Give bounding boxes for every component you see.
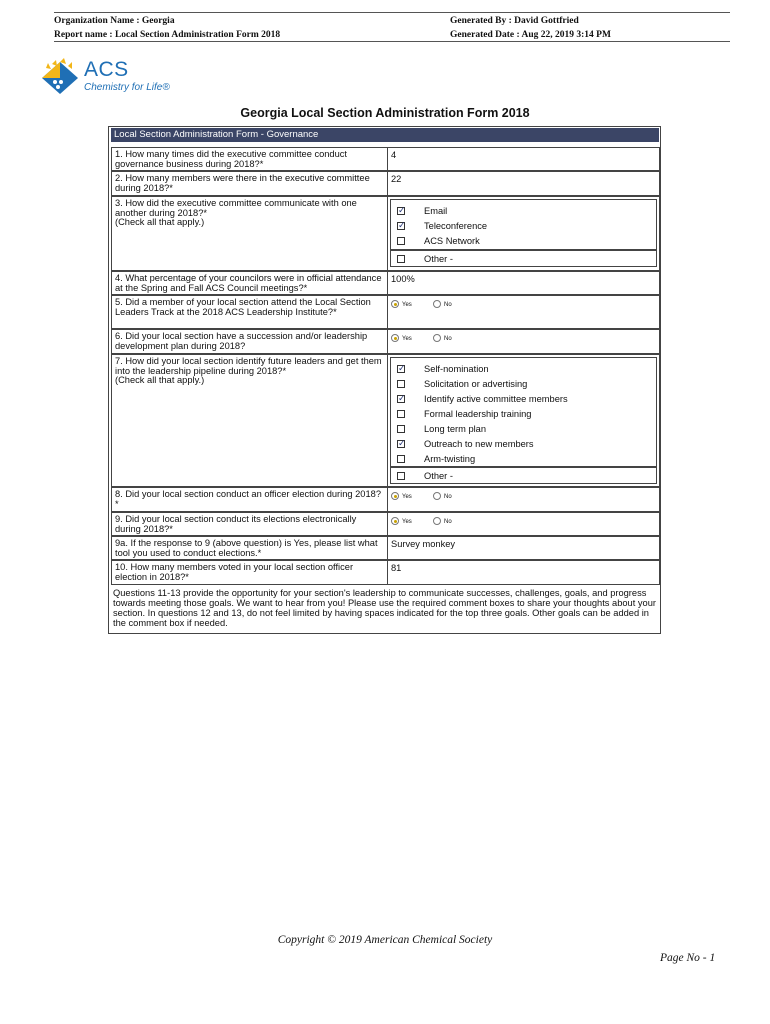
radio-selected-icon[interactable] xyxy=(391,492,399,500)
acs-logo xyxy=(38,58,168,100)
question-3-other xyxy=(390,250,657,267)
question-3-options xyxy=(390,199,657,250)
logo-acs-text: ACS xyxy=(84,58,129,81)
radio-label: No xyxy=(444,494,452,500)
radio-selected-icon[interactable] xyxy=(391,334,399,342)
question-4-answer[interactable]: 100% xyxy=(391,274,415,284)
question-10-answer[interactable]: 81 xyxy=(391,563,402,573)
question-row-7 xyxy=(111,354,660,487)
generated-by: Generated By : David Gottfried xyxy=(450,16,579,26)
option-label: Email xyxy=(424,206,448,216)
question-9-answer xyxy=(388,513,659,535)
radio-selected-icon[interactable] xyxy=(391,300,399,308)
question-7-answer xyxy=(388,355,659,486)
question-2-text: 2. How many members were there in the executive committee during 2018?* xyxy=(112,172,388,195)
question-8-answer xyxy=(388,488,659,511)
question-6-text: 6. Did your local section have a succession and/or leadership development plan during 2018? xyxy=(112,330,388,353)
question-3-text: 3. How did the executive committee communicate with one another during 2018?* (Check all that apply.) xyxy=(112,197,388,270)
option-label: Self-nomination xyxy=(424,364,489,374)
question-1-text: 1. How many times did the executive committee conduct governance business during 2018?* xyxy=(112,148,388,170)
question-7-options xyxy=(390,357,657,467)
acs-network-checkbox[interactable] xyxy=(397,237,405,245)
checkmark-icon: ✓ xyxy=(398,438,406,448)
section-header: Local Section Administration Form - Governance xyxy=(111,128,659,142)
question-9-text: 9. Did your local section conduct its elections electronically during 2018?* xyxy=(112,513,388,535)
radio-label: Yes xyxy=(402,494,412,500)
option-label: Other - xyxy=(424,471,453,481)
checkmark-icon: ✓ xyxy=(398,363,406,373)
question-4-text: 4. What percentage of your councilors were in official attendance at the Spring and Fall ACS Council meetings?* xyxy=(112,272,388,294)
identify-active-checkbox[interactable] xyxy=(397,395,405,403)
question-6-answer xyxy=(388,330,659,353)
page-title: Georgia Local Section Administration Form 2018 xyxy=(240,106,530,120)
self-nomination-checkbox[interactable] xyxy=(397,365,405,373)
formal-training-checkbox[interactable] xyxy=(397,410,405,418)
arm-twisting-checkbox[interactable] xyxy=(397,455,405,463)
outreach-checkbox[interactable] xyxy=(397,440,405,448)
option-label: Formal leadership training xyxy=(424,409,532,419)
email-checkbox[interactable] xyxy=(397,207,405,215)
question-row-10 xyxy=(111,560,660,585)
copyright: Copyright © 2019 American Chemical Society xyxy=(277,934,493,946)
question-row-8 xyxy=(111,487,660,512)
radio-label: Yes xyxy=(402,302,412,308)
checkmark-icon: ✓ xyxy=(398,205,406,215)
option-label: Outreach to new members xyxy=(424,439,534,449)
checkmark-icon: ✓ xyxy=(398,393,406,403)
question-10-text: 10. How many members voted in your local section officer election in 2018?* xyxy=(112,561,388,584)
logo-tagline: Chemistry for Life® xyxy=(84,82,170,93)
other-checkbox[interactable] xyxy=(397,472,405,480)
long-term-plan-checkbox[interactable] xyxy=(397,425,405,433)
radio-label: Yes xyxy=(402,336,412,342)
page-number: Page No - 1 xyxy=(660,952,716,964)
solicitation-checkbox[interactable] xyxy=(397,380,405,388)
radio-label: No xyxy=(444,519,452,525)
question-7-other xyxy=(390,467,657,484)
option-label: Teleconference xyxy=(424,221,488,231)
question-row-5 xyxy=(111,295,660,329)
question-5-text: 5. Did a member of your local section attend the Local Section Leaders Track at the 2018 ACS Leadership Institute?* xyxy=(112,296,388,328)
option-label: Long term plan xyxy=(424,424,487,434)
question-9a-text: 9a. If the response to 9 (above question) is Yes, please list what tool you used to conduct elections.* xyxy=(112,537,388,559)
generated-date: Generated Date : Aug 22, 2019 3:14 PM xyxy=(450,30,611,40)
report-name: Report name : Local Section Administration Form 2018 xyxy=(54,30,281,40)
option-label: Identify active committee members xyxy=(424,394,568,404)
question-3-answer xyxy=(388,197,659,270)
radio-unselected-icon[interactable] xyxy=(433,492,441,500)
option-label: Arm-twisting xyxy=(424,454,476,464)
radio-label: No xyxy=(444,336,452,342)
question-row-4 xyxy=(111,271,660,295)
radio-label: No xyxy=(444,302,452,308)
question-row-9a xyxy=(111,536,660,560)
radio-unselected-icon[interactable] xyxy=(433,517,441,525)
radio-unselected-icon[interactable] xyxy=(433,334,441,342)
governance-form xyxy=(108,126,661,634)
radio-label: Yes xyxy=(402,519,412,525)
option-label: ACS Network xyxy=(424,236,480,246)
option-label: Solicitation or advertising xyxy=(424,379,528,389)
radio-selected-icon[interactable] xyxy=(391,517,399,525)
organization-name: Organization Name : Georgia xyxy=(54,16,175,26)
question-5-answer xyxy=(388,296,659,328)
header-row-1 xyxy=(54,16,730,28)
question-row-6 xyxy=(111,329,660,354)
question-7-text: 7. How did your local section identify future leaders and get them into the leadership pipeline during 2018?* (Check all that apply.) xyxy=(112,355,388,486)
question-2-answer[interactable]: 22 xyxy=(391,174,402,184)
question-8-text: 8. Did your local section conduct an officer election during 2018? * xyxy=(112,488,388,511)
question-row-9 xyxy=(111,512,660,536)
checkmark-icon: ✓ xyxy=(398,220,406,230)
header-bottom-rule xyxy=(54,41,730,42)
option-label: Other - xyxy=(424,254,453,264)
section-footnote: Questions 11-13 provide the opportunity for your section's leadership to communicate successes, challenges, goals, and progress towards meeting those goals. We want to hear from you! Please use the required comment boxes to share your thoughts about your section. In questions 12 and 13, do not feel limited by having spaces indicated for the top three goals. Other goals can be added in the comment box if needed. xyxy=(113,588,656,628)
question-9a-answer[interactable]: Survey monkey xyxy=(391,539,456,549)
header-top-rule xyxy=(54,12,730,13)
question-row-3 xyxy=(111,196,660,271)
other-checkbox[interactable] xyxy=(397,255,405,263)
question-row-1 xyxy=(111,147,660,171)
question-1-answer[interactable]: 4 xyxy=(391,150,397,160)
radio-unselected-icon[interactable] xyxy=(433,300,441,308)
acs-emblem-icon xyxy=(38,58,82,98)
question-row-2 xyxy=(111,171,660,196)
teleconference-checkbox[interactable] xyxy=(397,222,405,230)
